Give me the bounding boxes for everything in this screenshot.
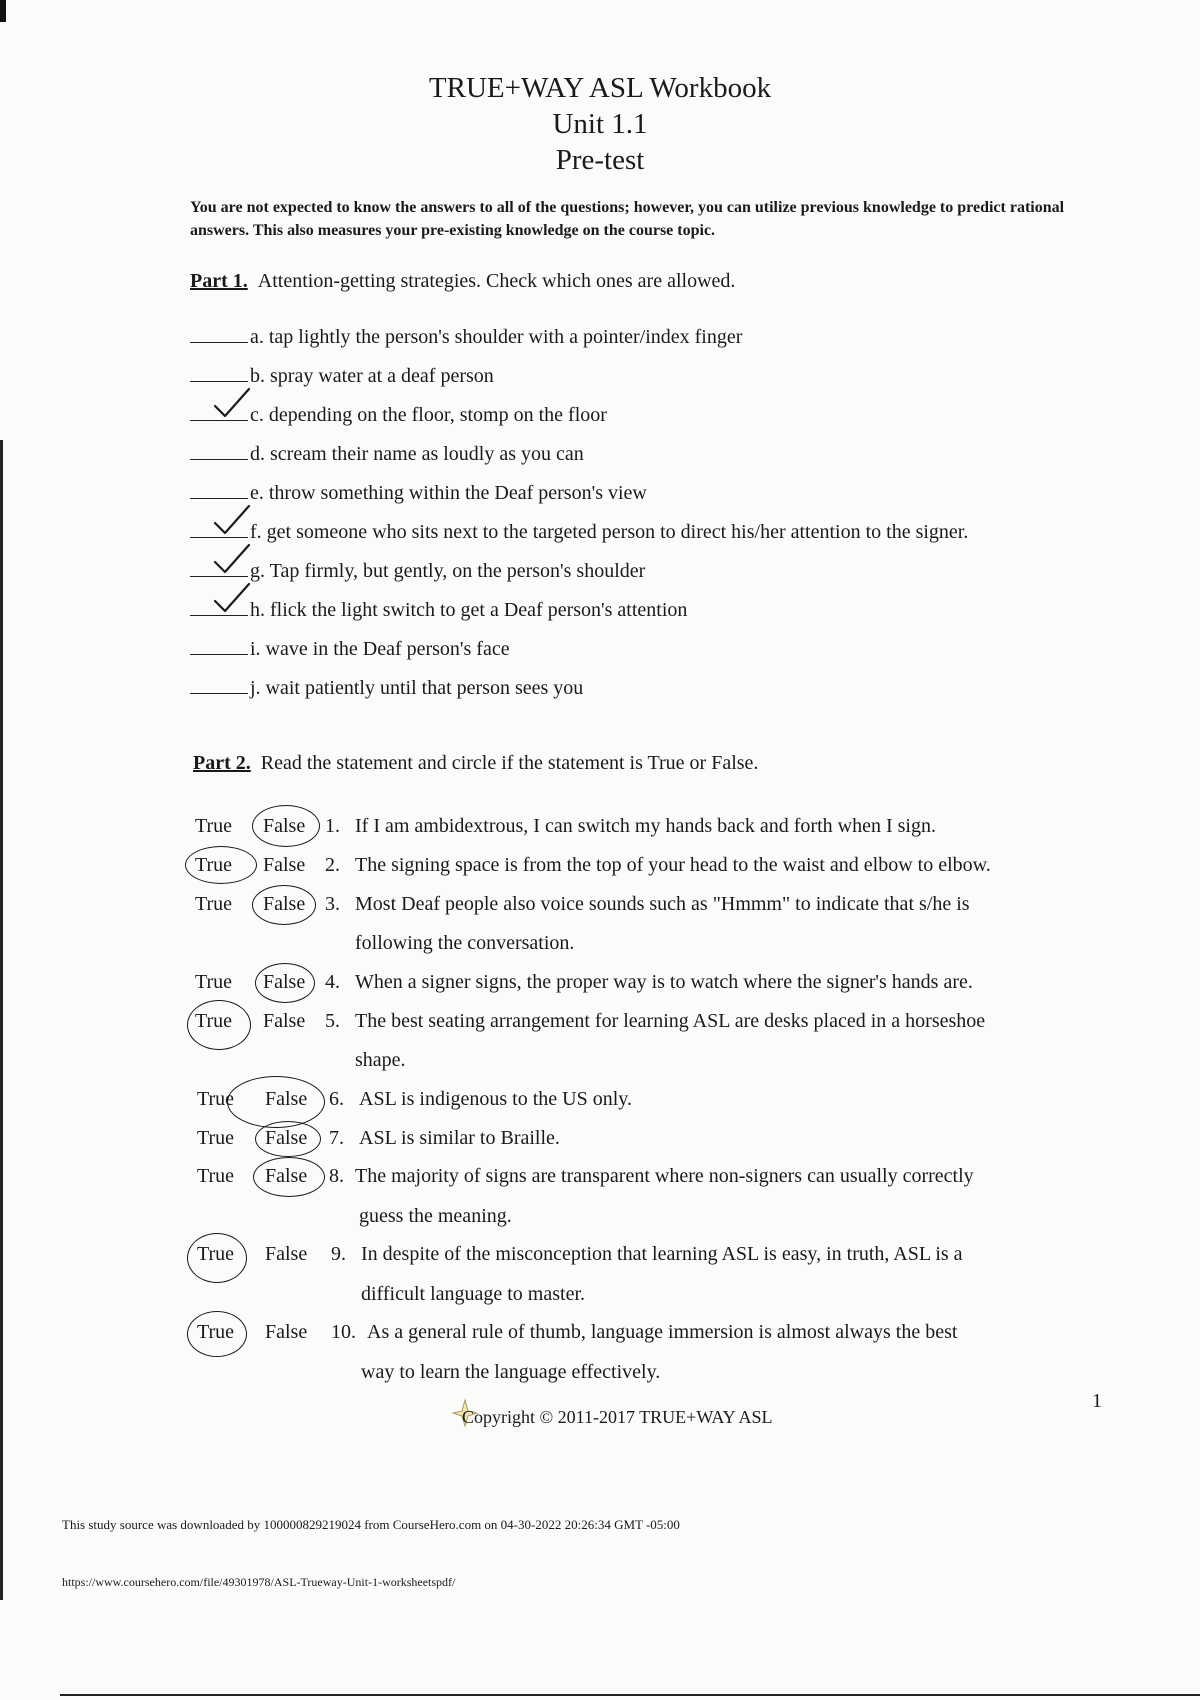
scan-edge-line	[0, 440, 3, 1600]
item-text: a. tap lightly the person's shoulder with a pointer/index finger	[250, 326, 743, 348]
worksheet-header	[0, 70, 1200, 178]
checkmark-icon	[212, 503, 252, 537]
part1-label: Part 1.	[190, 270, 248, 292]
list-item	[190, 361, 494, 389]
list-item	[190, 595, 687, 623]
true-option[interactable]: True	[197, 1088, 235, 1110]
pretest-title: Pre-test	[555, 144, 645, 176]
part2-instruction: Read the statement and circle if the statement is True or False.	[260, 752, 759, 774]
list-item	[190, 439, 584, 467]
statement-text: ASL is similar to Braille.	[359, 1127, 560, 1149]
statement-number: 10.	[331, 1321, 356, 1343]
bottom-rule	[60, 1694, 1200, 1696]
true-option[interactable]: True	[197, 1165, 235, 1187]
workbook-title: TRUE+WAY ASL Workbook	[428, 72, 772, 104]
list-item	[190, 556, 645, 584]
part2-heading	[193, 752, 758, 775]
part2-label: Part 2.	[193, 752, 251, 774]
false-option[interactable]: False	[263, 971, 306, 993]
answer-blank[interactable]	[190, 673, 248, 694]
statement-continuation: way to learn the language effectively.	[361, 1361, 661, 1383]
answer-blank[interactable]	[190, 634, 248, 655]
false-option[interactable]: False	[263, 854, 306, 876]
item-text: i. wave in the Deaf person's face	[250, 638, 510, 660]
false-option[interactable]: False	[265, 1165, 308, 1187]
answer-blank[interactable]	[190, 322, 248, 343]
statement-text: ASL is indigenous to the US only.	[359, 1088, 632, 1110]
list-item	[190, 517, 968, 545]
source-url[interactable]: https://www.coursehero.com/file/49301978/ASL-Trueway-Unit-1-worksheetspdf/	[62, 1575, 456, 1589]
download-note: This study source was downloaded by 100000829219024 from CourseHero.com on 04-30-2022 20:26:34 GMT -05:00	[62, 1517, 680, 1532]
statement-text: The signing space is from the top of your head to the waist and elbow to elbow.	[355, 854, 991, 876]
statement-continuation: guess the meaning.	[359, 1205, 512, 1227]
statement-number: 3.	[325, 893, 340, 915]
statement-number: 8.	[329, 1165, 344, 1187]
unit-title: Unit 1.1	[552, 108, 648, 140]
statement-number: 4.	[325, 971, 340, 993]
checkmark-icon	[212, 542, 252, 576]
intro-text: You are not expected to know the answers to all of the questions; however, you can utilize previous knowledge to predict rational answers. This also measures your pre-existing knowledge on the course topic.	[190, 199, 1065, 239]
item-text: d. scream their name as loudly as you can	[250, 443, 584, 465]
statement-text: When a signer signs, the proper way is to watch where the signer's hands are.	[355, 971, 973, 993]
statement-text: In despite of the misconception that learning ASL is easy, in truth, ASL is a	[361, 1243, 963, 1265]
item-text: j. wait patiently until that person sees you	[250, 677, 584, 699]
statement-text: The best seating arrangement for learning ASL are desks placed in a horseshoe	[355, 1010, 986, 1032]
part1-heading	[190, 270, 735, 293]
item-text: e. throw something within the Deaf person's view	[250, 482, 647, 504]
statement-number: 6.	[329, 1088, 344, 1110]
statement-number: 5.	[325, 1010, 340, 1032]
statement-number: 9.	[331, 1243, 346, 1265]
false-option[interactable]: False	[263, 815, 306, 837]
list-item	[190, 673, 583, 701]
true-option[interactable]: True	[195, 1010, 233, 1032]
item-text: b. spray water at a deaf person	[250, 365, 494, 387]
true-option[interactable]: True	[195, 854, 233, 876]
false-option[interactable]: False	[265, 1321, 308, 1343]
statement-text: If I am ambidextrous, I can switch my hands back and forth when I sign.	[355, 815, 936, 837]
false-option[interactable]: False	[263, 1010, 306, 1032]
statement-number: 7.	[329, 1127, 344, 1149]
statement-text: The majority of signs are transparent where non-signers can usually correctly	[355, 1165, 974, 1187]
true-option[interactable]: True	[195, 893, 233, 915]
statement-number: 1.	[325, 815, 340, 837]
scan-edge-mark	[0, 0, 6, 22]
item-text: g. Tap firmly, but gently, on the person's shoulder	[250, 560, 646, 582]
false-option[interactable]: False	[265, 1127, 308, 1149]
statement-continuation: difficult language to master.	[361, 1283, 586, 1305]
answer-blank[interactable]	[190, 361, 248, 382]
true-option[interactable]: True	[195, 815, 233, 837]
list-item	[190, 478, 647, 506]
page-number: 1	[1092, 1390, 1102, 1412]
true-option[interactable]: True	[197, 1127, 235, 1149]
checkmark-icon	[212, 581, 252, 615]
statement-text: As a general rule of thumb, language immersion is almost always the best	[367, 1321, 958, 1343]
answer-blank[interactable]	[190, 439, 248, 460]
list-item	[190, 634, 510, 662]
part1-instruction: Attention-getting strategies. Check which ones are allowed.	[257, 270, 736, 292]
true-option[interactable]: True	[195, 971, 233, 993]
item-text: h. flick the light switch to get a Deaf person's attention	[250, 599, 688, 621]
answer-blank[interactable]	[190, 517, 248, 538]
statement-number: 2.	[325, 854, 340, 876]
answer-blank[interactable]	[190, 478, 248, 499]
statement-text: Most Deaf people also voice sounds such as "Hmmm" to indicate that s/he is	[355, 893, 970, 915]
answer-blank[interactable]	[190, 595, 248, 616]
item-text: c. depending on the floor, stomp on the floor	[250, 404, 607, 426]
false-option[interactable]: False	[265, 1088, 308, 1110]
false-option[interactable]: False	[263, 893, 306, 915]
list-item	[190, 400, 607, 428]
answer-blank[interactable]	[190, 400, 248, 421]
list-item	[190, 322, 742, 350]
item-text: f. get someone who sits next to the targeted person to direct his/her attention to the signer.	[250, 521, 969, 543]
checkmark-icon	[212, 386, 252, 420]
copyright: Copyright © 2011-2017 TRUE+WAY ASL	[462, 1407, 773, 1427]
true-option[interactable]: True	[197, 1243, 235, 1265]
answer-blank[interactable]	[190, 556, 248, 577]
false-option[interactable]: False	[265, 1243, 308, 1265]
true-option[interactable]: True	[197, 1321, 235, 1343]
statement-continuation: shape.	[355, 1049, 406, 1071]
statement-continuation: following the conversation.	[355, 932, 575, 954]
